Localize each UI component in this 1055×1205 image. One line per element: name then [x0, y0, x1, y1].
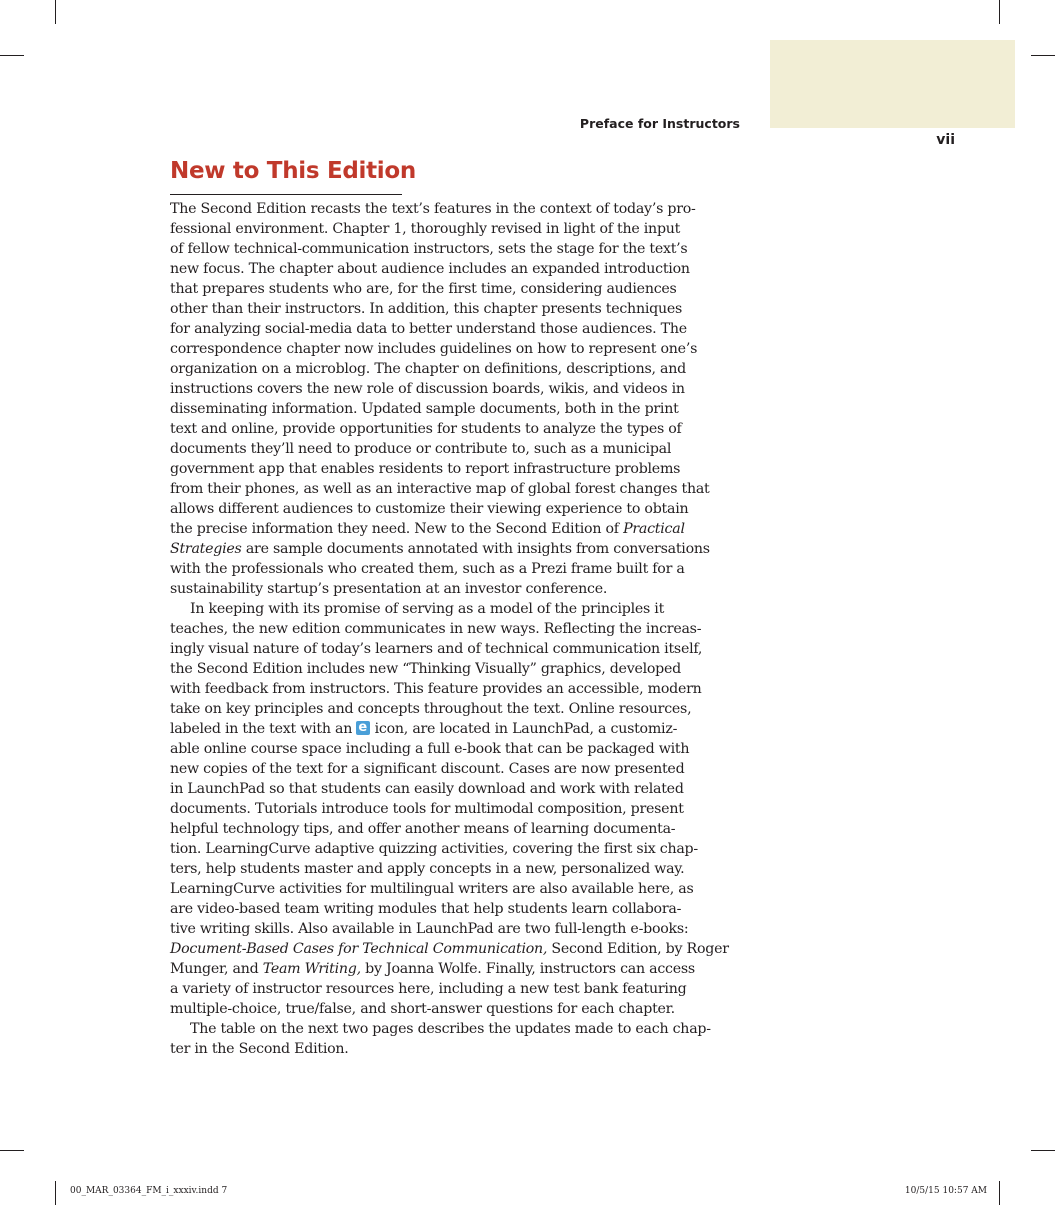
- text-run: text and online, provide opportunities for students to analyze the types of: [170, 421, 682, 437]
- running-head: Preface for Instructors: [579, 116, 740, 131]
- text-line: [170, 779, 770, 799]
- text-line: [170, 539, 770, 559]
- text-run: tion. LearningCurve adaptive quizzing activities, covering the first six chap-: [170, 841, 698, 857]
- page-number: vii: [936, 132, 955, 148]
- text-run: fessional environment. Chapter 1, thoroughly revised in light of the input: [170, 221, 681, 237]
- text-line: [170, 859, 770, 879]
- crop-mark: [55, 1181, 56, 1205]
- crop-mark: [0, 55, 24, 56]
- text-line: [170, 899, 770, 919]
- text-run: that prepares students who are, for the first time, considering audiences: [170, 281, 677, 297]
- text-run: the Second Edition includes new “Thinking Visually” graphics, developed: [170, 661, 681, 677]
- text-line: [170, 679, 770, 699]
- text-line: [170, 979, 770, 999]
- text-run: with the professionals who created them, such as a Prezi frame built for a: [170, 561, 685, 577]
- text-line: [170, 599, 770, 619]
- text-line: [170, 919, 770, 939]
- text-line: [170, 419, 770, 439]
- text-run: tive writing skills. Also available in LaunchPad are two full-length e-books:: [170, 921, 689, 937]
- text-run: new focus. The chapter about audience includes an expanded introduction: [170, 261, 690, 277]
- text-run: multiple-choice, true/false, and short-answer questions for each chapter.: [170, 1001, 675, 1017]
- text-run: labeled in the text with an: [170, 721, 357, 737]
- text-run: teaches, the new edition communicates in new ways. Reflecting the increas-: [170, 621, 702, 637]
- slug-filename: 00_MAR_03364_FM_i_xxxiv.indd 7: [70, 1186, 228, 1196]
- text-line: [170, 239, 770, 259]
- text-run: ter in the Second Edition.: [170, 1041, 349, 1057]
- color-tab: [770, 40, 1015, 128]
- text-run: instructions covers the new role of discussion boards, wikis, and videos in: [170, 381, 685, 397]
- text-line: [170, 819, 770, 839]
- text-run: disseminating information. Updated sample documents, both in the print: [170, 401, 679, 417]
- text-run: allows different audiences to customize their viewing experience to obtain: [170, 501, 689, 517]
- italic-title: Strategies: [170, 541, 242, 557]
- text-run: by Joanna Wolfe. Finally, instructors can access: [360, 961, 695, 977]
- text-line: [170, 399, 770, 419]
- text-run: other than their instructors. In addition, this chapter presents techniques: [170, 301, 683, 317]
- text-run: take on key principles and concepts throughout the text. Online resources,: [170, 701, 692, 717]
- text-run: sustainability startup’s presentation at an investor conference.: [170, 581, 608, 597]
- text-run: with feedback from instructors. This feature provides an accessible, modern: [170, 681, 702, 697]
- text-line: [170, 439, 770, 459]
- text-run: organization on a microblog. The chapter on definitions, descriptions, and: [170, 361, 686, 377]
- text-run: for analyzing social-media data to better understand those audiences. The: [170, 321, 687, 337]
- text-run: ters, help students master and apply concepts in a new, personalized way.: [170, 861, 685, 877]
- text-run: able online course space including a full e-book that can be packaged with: [170, 741, 690, 757]
- text-run: In keeping with its promise of serving as a model of the principles it: [190, 601, 665, 617]
- text-run: a variety of instructor resources here, including a new test bank featuring: [170, 981, 687, 997]
- crop-mark: [1031, 1150, 1055, 1151]
- text-run: icon, are located in LaunchPad, a customiz-: [370, 721, 678, 737]
- text-line: [170, 719, 770, 739]
- text-line: [170, 299, 770, 319]
- text-run: new copies of the text for a significant discount. Cases are now presented: [170, 761, 685, 777]
- body-text: [170, 199, 770, 1059]
- text-line: [170, 759, 770, 779]
- launchpad-e-icon: [356, 721, 370, 735]
- text-line: [170, 839, 770, 859]
- text-line: [170, 1039, 770, 1059]
- text-line: [170, 199, 770, 219]
- heading-rule: [170, 194, 402, 195]
- text-run: helpful technology tips, and offer another means of learning documenta-: [170, 821, 676, 837]
- text-line: [170, 939, 770, 959]
- crop-mark: [999, 1181, 1000, 1205]
- text-run: Second Edition, by Roger: [547, 941, 729, 957]
- crop-mark: [1031, 55, 1055, 56]
- section-heading: New to This Edition: [170, 158, 416, 184]
- text-line: [170, 519, 770, 539]
- italic-title: Practical: [623, 521, 685, 537]
- text-line: [170, 279, 770, 299]
- italic-title: Team Writing,: [262, 961, 361, 977]
- text-run: government app that enables residents to report infrastructure problems: [170, 461, 681, 477]
- text-run: Munger, and: [170, 961, 263, 977]
- text-line: [170, 339, 770, 359]
- text-line: [170, 659, 770, 679]
- text-run: ingly visual nature of today’s learners and of technical communication itself,: [170, 641, 703, 657]
- text-line: [170, 219, 770, 239]
- text-run: documents. Tutorials introduce tools for multimodal composition, present: [170, 801, 684, 817]
- text-line: [170, 799, 770, 819]
- text-run: The table on the next two pages describes the updates made to each chap-: [190, 1021, 711, 1037]
- text-run: LearningCurve activities for multilingual writers are also available here, as: [170, 881, 694, 897]
- text-run: are video-based team writing modules that help students learn collabora-: [170, 901, 682, 917]
- text-run: The Second Edition recasts the text’s features in the context of today’s pro-: [170, 201, 696, 217]
- text-line: [170, 739, 770, 759]
- text-run: from their phones, as well as an interactive map of global forest changes that: [170, 481, 710, 497]
- text-run: the precise information they need. New to the Second Edition of: [170, 521, 624, 537]
- text-line: [170, 639, 770, 659]
- text-line: [170, 959, 770, 979]
- crop-mark: [0, 1150, 24, 1151]
- text-line: [170, 559, 770, 579]
- text-line: [170, 579, 770, 599]
- text-line: [170, 699, 770, 719]
- text-run: correspondence chapter now includes guidelines on how to represent one’s: [170, 341, 698, 357]
- text-run: are sample documents annotated with insights from conversations: [241, 541, 710, 557]
- text-run: documents they’ll need to produce or contribute to, such as a municipal: [170, 441, 672, 457]
- text-line: [170, 259, 770, 279]
- text-run: in LaunchPad so that students can easily download and work with related: [170, 781, 684, 797]
- crop-mark: [55, 0, 56, 24]
- crop-mark: [999, 0, 1000, 24]
- italic-title: Document-Based Cases for Technical Communication,: [170, 941, 548, 957]
- text-run: of fellow technical-communication instructors, sets the stage for the text’s: [170, 241, 688, 257]
- text-line: [170, 879, 770, 899]
- text-line: [170, 359, 770, 379]
- text-line: [170, 479, 770, 499]
- text-line: [170, 999, 770, 1019]
- text-line: [170, 619, 770, 639]
- slug-timestamp: 10/5/15 10:57 AM: [904, 1186, 987, 1196]
- text-line: [170, 379, 770, 399]
- text-line: [170, 499, 770, 519]
- text-line: [170, 319, 770, 339]
- text-line: [170, 459, 770, 479]
- text-line: [170, 1019, 770, 1039]
